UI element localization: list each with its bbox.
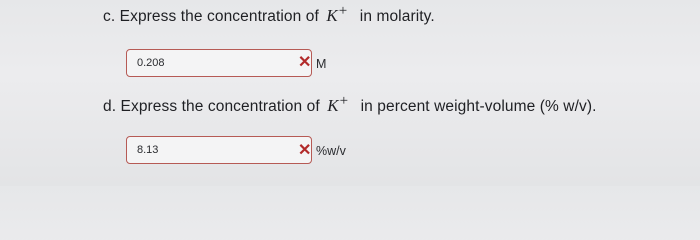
incorrect-x-icon: ✕ [298,54,312,71]
potassium-symbol: K [326,6,338,25]
charge-plus: + [338,3,348,19]
question-d-prefix: d. Express the concentration of [103,98,320,115]
question-d-suffix: in percent weight-volume (% w/v). [360,98,597,115]
unit-label-d: %w/v [316,144,346,158]
answer-value-c: 0.208 [137,57,165,69]
answer-input-d[interactable] [126,136,312,164]
answer-input-c[interactable] [126,49,312,77]
answer-value-d: 8.13 [137,144,159,156]
question-d [103,93,597,116]
unit-label-c: M [316,57,327,71]
question-c-prefix: c. Express the concentration of [103,8,319,25]
question-c [103,3,435,26]
question-c-suffix: in molarity. [359,8,435,25]
potassium-symbol: K [327,96,339,115]
charge-plus: + [339,93,349,109]
incorrect-x-icon: ✕ [298,142,312,159]
